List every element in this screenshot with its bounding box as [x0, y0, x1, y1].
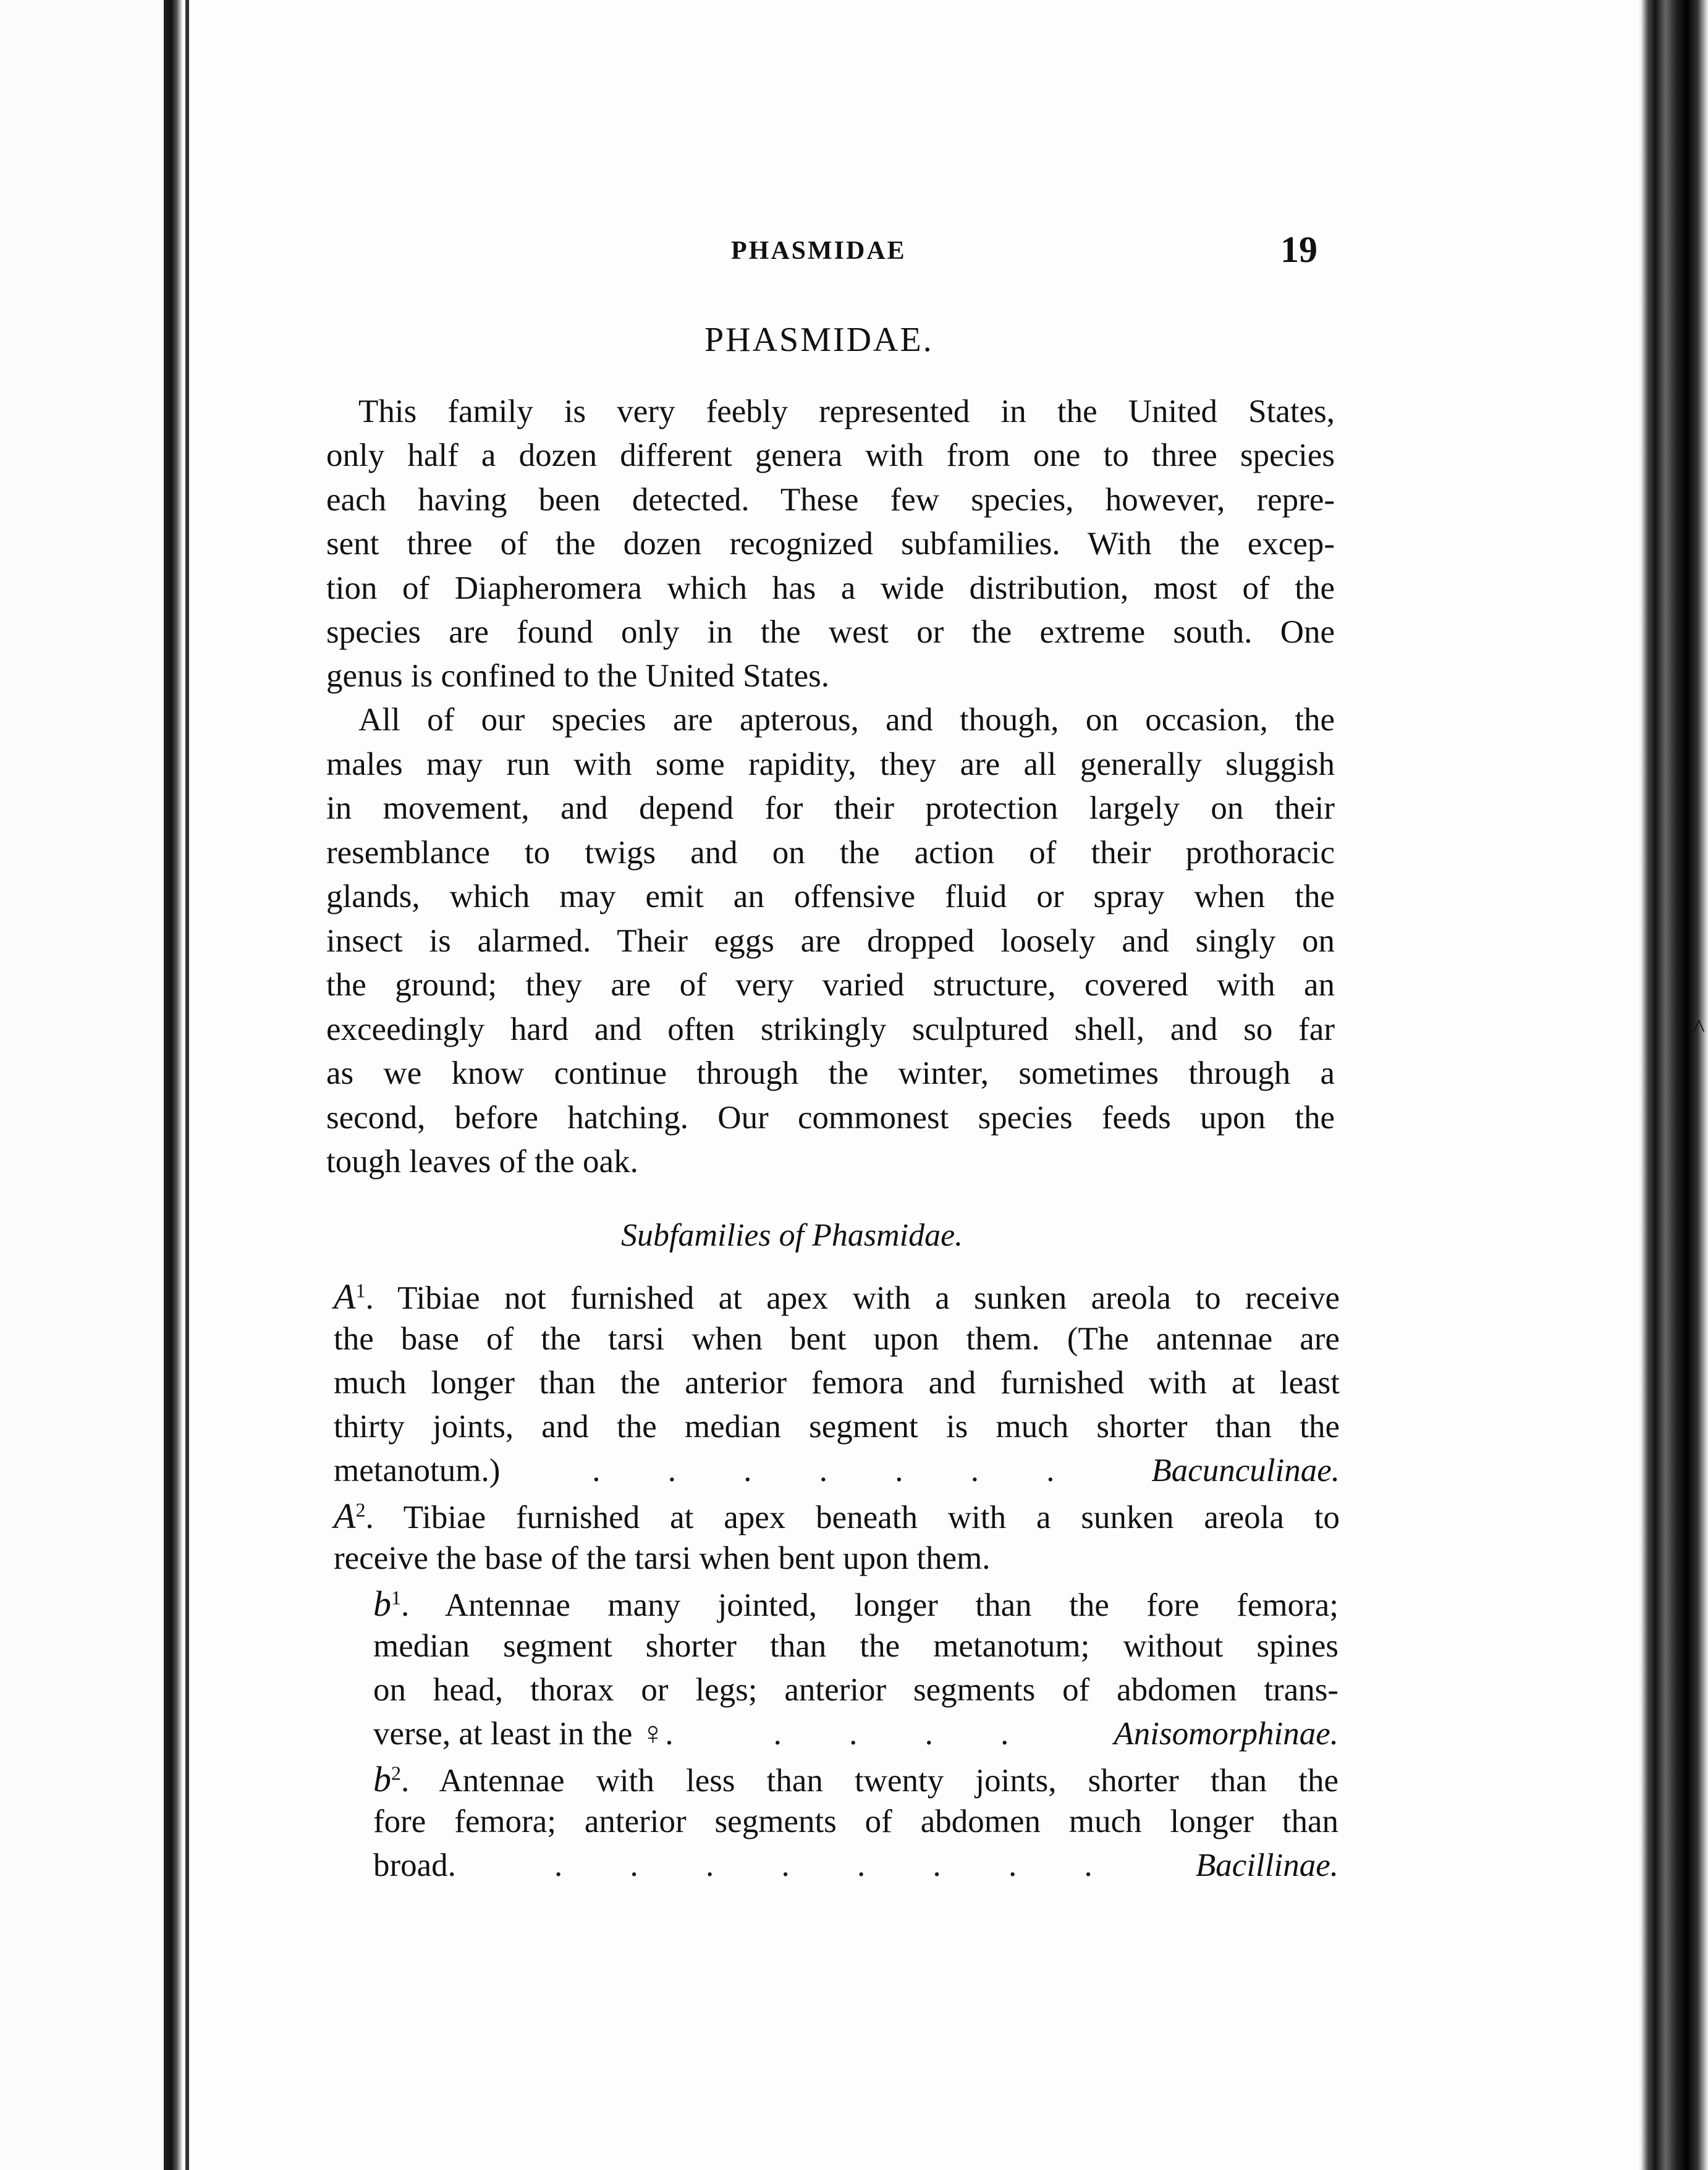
key-line-leader [373, 1718, 1338, 1750]
page-number: 19 [1280, 229, 1317, 270]
key-label-sup: 2 [355, 1498, 366, 1521]
paragraph-line: All of our species are apterous, and though, on occasion, the [358, 702, 1335, 738]
key-line: fore femora; anterior segments of abdomen much longer than [373, 1804, 1338, 1839]
paragraph-line: glands, which may emit an offensive fluid or spray when the [326, 879, 1335, 914]
page-left-margin [0, 0, 167, 2170]
binding-shadow-left [164, 0, 182, 2170]
margin-mark: ^ [1693, 1014, 1705, 1042]
paragraph-line: This family is very feebly represented in the United States, [358, 394, 1335, 429]
key-line: much longer than the anterior femora and furnished with at least [334, 1365, 1340, 1401]
key-line [373, 1586, 1338, 1622]
paragraph-line: insect is alarmed. Their eggs are dropped loosely and singly on [326, 923, 1335, 959]
page-edge-right [1638, 0, 1708, 2170]
key-label-sup: 2 [391, 1762, 401, 1784]
key-line [373, 1759, 1338, 1799]
key-label: A [334, 1496, 356, 1536]
leader-dots: . . . . . . . [592, 1454, 1084, 1487]
key-line: receive the base of the tarsi when bent upon them. [334, 1540, 991, 1576]
paragraph-line: species are found only in the west or the extreme south. One [326, 614, 1335, 650]
taxon-name: Bacunculinae. [1151, 1453, 1340, 1488]
paragraph-line: the ground; they are of very varied structure, covered with an [326, 967, 1335, 1003]
leader-dots: . . . . [773, 1718, 1039, 1750]
taxon-name: Bacillinae. [1195, 1847, 1338, 1883]
key-line-text: . Tibiae furnished at apex beneath with a sunken areola to [365, 1500, 1340, 1535]
key-line-leader [334, 1454, 1340, 1487]
taxon-name: Anisomorphinae. [1114, 1716, 1338, 1752]
paragraph-line: tough leaves of the oak. [326, 1144, 638, 1180]
key-label: b [373, 1584, 391, 1624]
key-line-text: verse, at least in the ♀. [373, 1716, 674, 1752]
paragraph-line: each having been detected. These few species, however, repre- [326, 482, 1335, 518]
paragraph-line: males may run with some rapidity, they are all generally sluggish [326, 746, 1335, 782]
key-line [334, 1498, 1340, 1534]
paragraph-line: second, before hatching. Our commonest species feeds upon the [326, 1100, 1335, 1136]
key-label: A [334, 1277, 356, 1317]
running-head: PHASMIDAE [731, 237, 907, 265]
key-line-text: broad. [373, 1847, 456, 1883]
key-line [334, 1279, 1340, 1315]
key-line: on head, thorax or legs; anterior segments of abdomen trans- [373, 1672, 1338, 1708]
key-heading: Subfamilies of Phasmidae. [621, 1218, 963, 1253]
key-line-text: . Antennae with less than twenty joints, shorter than the [401, 1763, 1338, 1799]
binding-line-left [185, 0, 189, 2170]
key-line-text: . Antennae many jointed, longer than the fore femora; [401, 1587, 1338, 1623]
key-label: b [373, 1759, 391, 1799]
paragraph-line: as we know continue through the winter, sometimes through a [326, 1055, 1335, 1091]
paragraph-line: sent three of the dozen recognized subfamilies. With the excep- [326, 526, 1335, 562]
key-line-leader [373, 1849, 1338, 1882]
paragraph-line: resemblance to twigs and on the action of their prothoracic [326, 835, 1335, 871]
key-line-text: metanotum.) [334, 1453, 501, 1488]
paragraph-line: only half a dozen different genera with from one to three species [326, 437, 1335, 473]
paragraph-line: exceedingly hard and often strikingly sculptured shell, and so far [326, 1011, 1335, 1047]
leader-dots: . . . . . . . . [554, 1849, 1122, 1882]
key-label-sup: 1 [391, 1586, 401, 1609]
key-line: thirty joints, and the median segment is much shorter than the [334, 1409, 1340, 1445]
chapter-title: PHASMIDAE. [704, 321, 934, 359]
paragraph-line: genus is confined to the United States. [326, 658, 829, 694]
key-label-sup: 1 [355, 1279, 366, 1302]
paragraph-line: in movement, and depend for their protection largely on their [326, 790, 1335, 826]
key-line: the base of the tarsi when bent upon them. (The antennae are [334, 1321, 1340, 1357]
paragraph-line: tion of Diapheromera which has a wide distribution, most of the [326, 570, 1335, 606]
key-line: median segment shorter than the metanotum; without spines [373, 1628, 1338, 1664]
key-line-text: . Tibiae not furnished at apex with a sunken areola to receive [365, 1280, 1340, 1316]
